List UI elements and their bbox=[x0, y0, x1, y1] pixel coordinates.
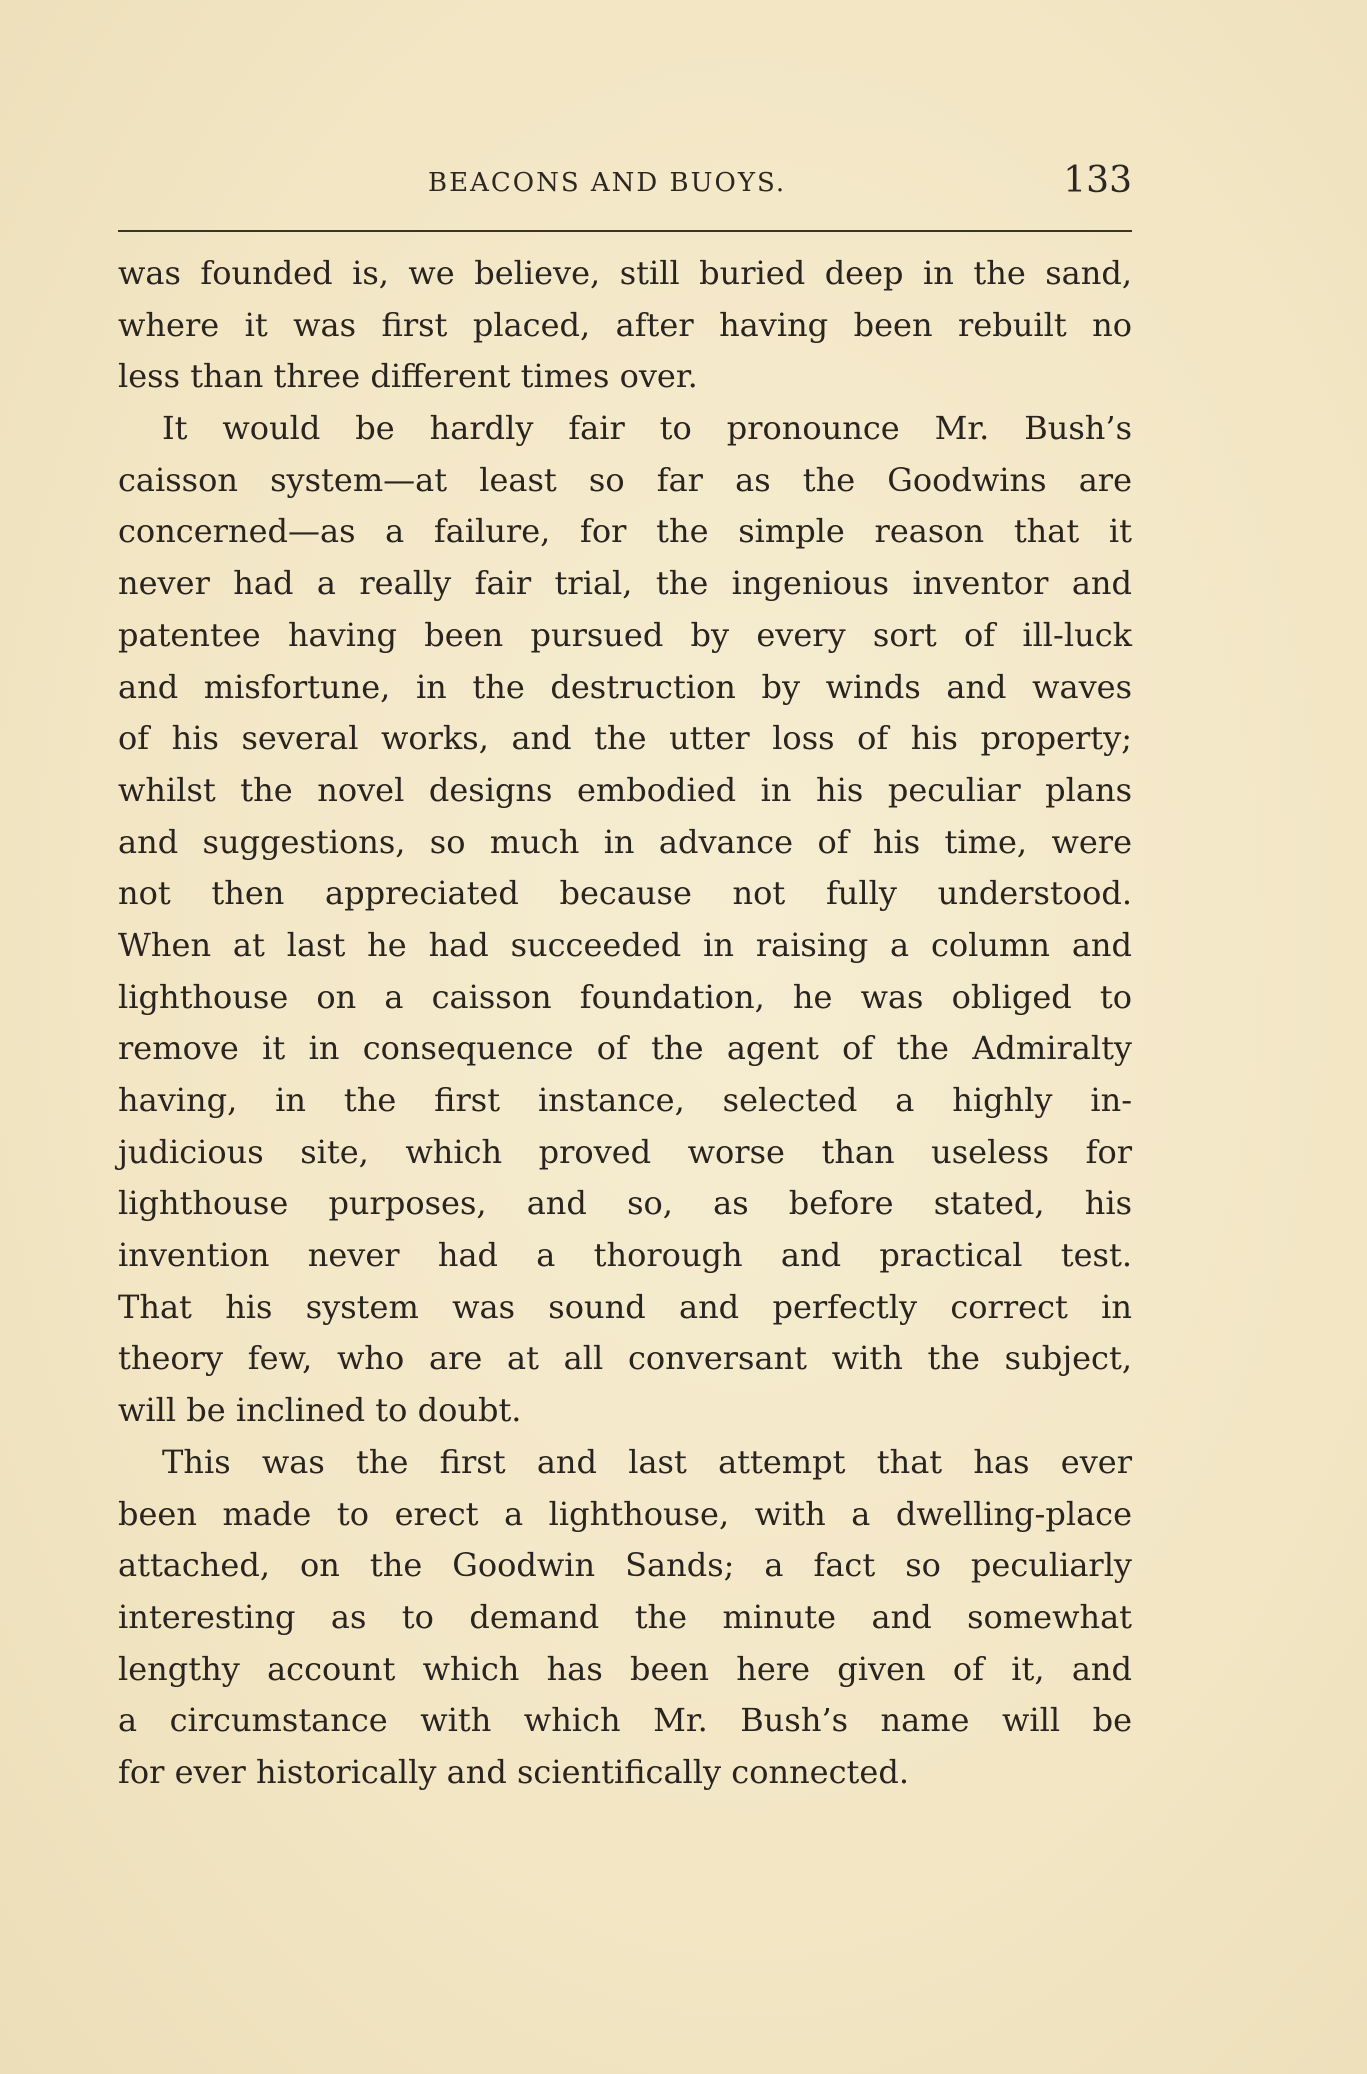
text-line: remove it in consequence of the agent of the Admiralty bbox=[118, 1029, 1132, 1068]
text-line: was founded is, we believe, still buried deep in the sand, bbox=[118, 254, 1132, 292]
text-line: lighthouse on a caisson foundation, he was obliged to bbox=[118, 977, 1132, 1016]
text-line: will be inclined to doubt. bbox=[118, 1391, 522, 1430]
running-head bbox=[118, 160, 1132, 210]
text-line: lengthy account which has been here given of it, and bbox=[118, 1649, 1132, 1688]
text-line: When at last he had succeeded in raising a column and bbox=[118, 925, 1132, 964]
text-line: attached, on the Goodwin Sands; a fact so peculiarly bbox=[118, 1546, 1132, 1585]
text-line: whilst the novel designs embodied in his peculiar plans bbox=[118, 770, 1132, 809]
text-line: never had a really fair trial, the ingenious inventor and bbox=[118, 564, 1132, 603]
text-line: of his several works, and the utter loss of his property; bbox=[118, 719, 1132, 758]
text-line: and suggestions, so much in advance of his time, were bbox=[118, 822, 1132, 861]
text-line: a circumstance with which Mr. Bush’s name will be bbox=[118, 1701, 1132, 1740]
text-line: not then appreciated because not fully understood. bbox=[118, 874, 1132, 913]
header-rule bbox=[118, 230, 1132, 232]
text-line: invention never had a thorough and practical test. bbox=[118, 1236, 1132, 1275]
text-line: interesting as to demand the minute and somewhat bbox=[118, 1597, 1132, 1636]
text-line: been made to erect a lighthouse, with a dwelling-place bbox=[118, 1494, 1132, 1533]
text-line: having, in the first instance, selected a highly in- bbox=[118, 1081, 1132, 1119]
text-line: less than three different times over. bbox=[118, 357, 698, 396]
text-line: It would be hardly fair to pronounce Mr. Bush’s bbox=[162, 409, 1132, 448]
body-text bbox=[118, 248, 1132, 1799]
page-number: 133 bbox=[1063, 160, 1132, 201]
text-line: judicious site, which proved worse than useless for bbox=[118, 1132, 1132, 1171]
text-line: concerned—as a failure, for the simple reason that it bbox=[118, 512, 1132, 551]
text-line: where it was first placed, after having been rebuilt no bbox=[118, 305, 1132, 344]
text-line: caisson system—at least so far as the Goodwins are bbox=[118, 460, 1132, 499]
text-line: theory few, who are at all conversant with the subject, bbox=[118, 1339, 1132, 1378]
text-line: and misfortune, in the destruction by winds and waves bbox=[118, 667, 1132, 706]
text-line: lighthouse purposes, and so, as before stated, his bbox=[118, 1184, 1132, 1223]
text-line: for ever historically and scientifically connected. bbox=[118, 1752, 909, 1791]
running-title: BEACONS AND BUOYS. bbox=[428, 168, 787, 198]
text-line: patentee having been pursued by every sort of ill-luck bbox=[118, 615, 1132, 654]
text-line: This was the first and last attempt that has ever bbox=[162, 1442, 1132, 1481]
text-line: That his system was sound and perfectly correct in bbox=[118, 1287, 1132, 1326]
